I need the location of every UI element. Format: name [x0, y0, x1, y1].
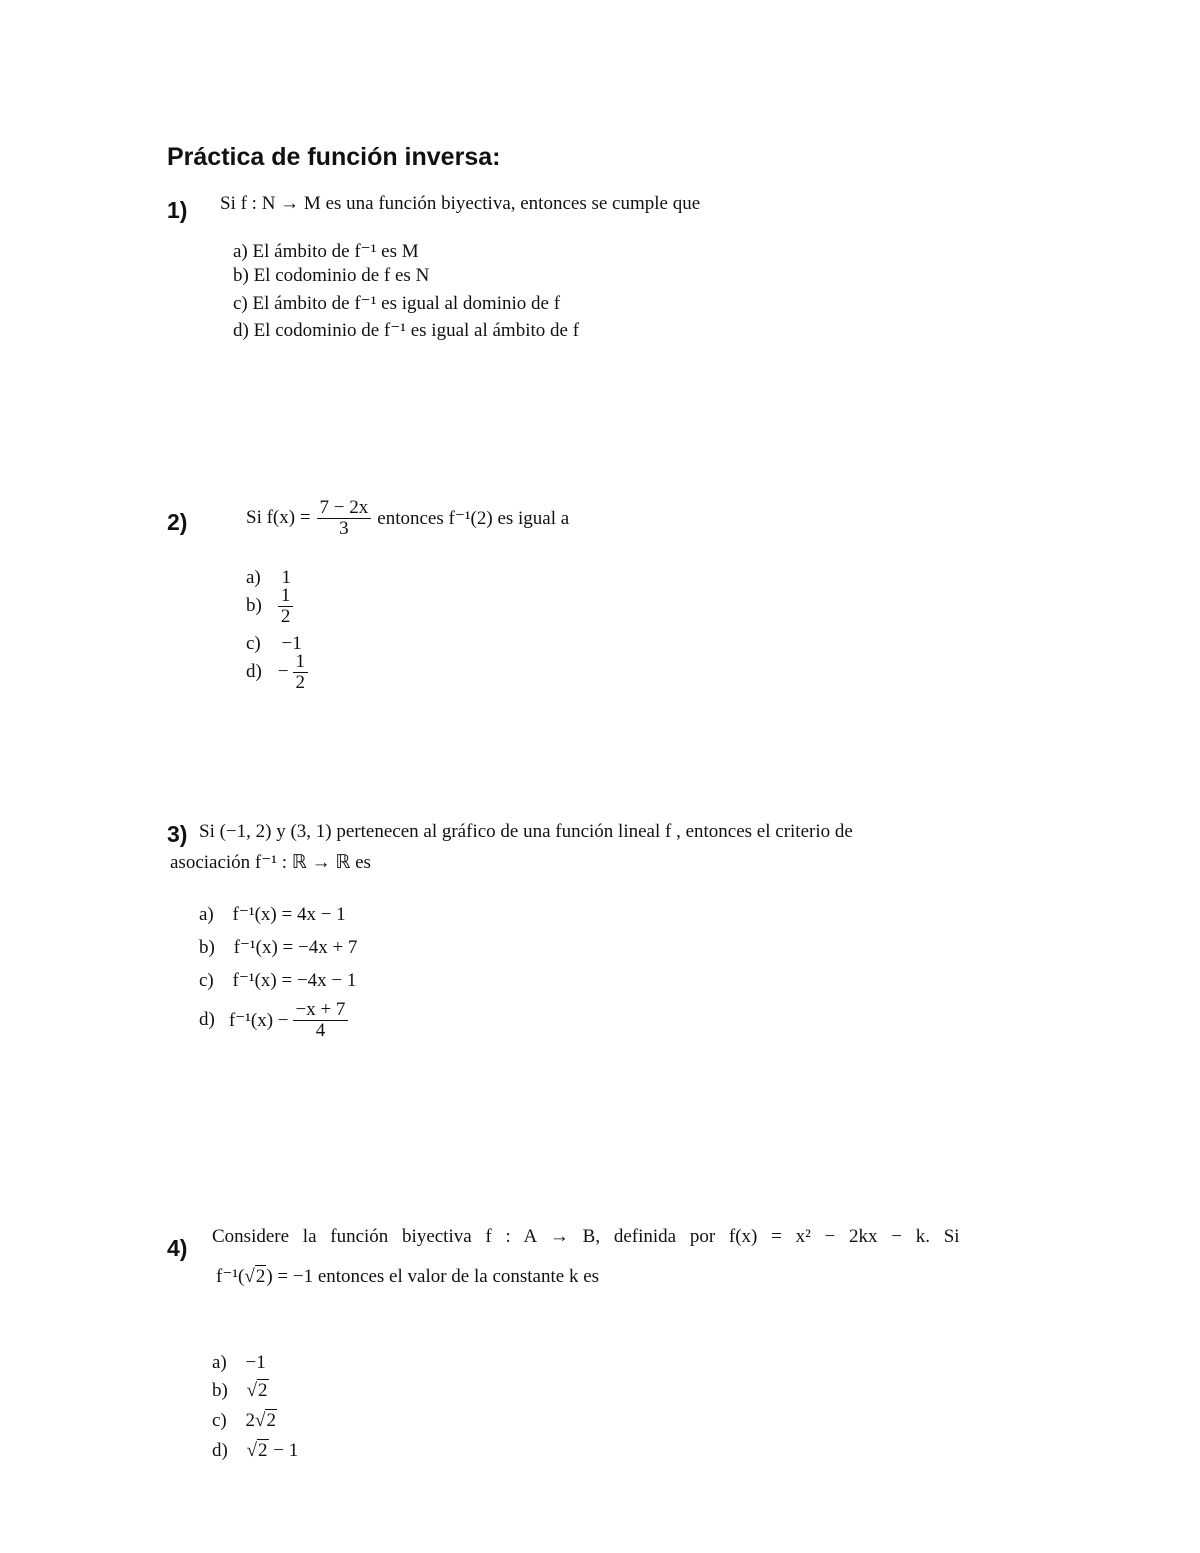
q3-option-b-label: b) — [199, 937, 215, 958]
q4-stem-line2 — [216, 1265, 599, 1288]
q2-option-d-fraction — [293, 652, 309, 693]
q4-option-a-label: a) — [212, 1352, 227, 1373]
q4-option-c-sqrt: √2 — [255, 1410, 276, 1431]
q1-option-c: c) El ámbito de f⁻¹ es igual al dominio de f — [233, 293, 561, 314]
q3-option-d — [199, 1000, 348, 1041]
q4-option-c — [212, 1410, 277, 1432]
q2-option-b-numerator: 1 — [278, 586, 294, 607]
q1-option-d: d) El codominio de f⁻¹ es igual al ámbito de f — [233, 320, 580, 341]
q3-option-a-value: f⁻¹(x) = 4x − 1 — [232, 904, 346, 925]
q2-option-a-value: 1 — [281, 567, 292, 588]
q3-option-a — [199, 903, 346, 926]
q2-option-c-label: c) — [246, 633, 261, 654]
q2-option-d-numerator: 1 — [293, 652, 309, 673]
q4-option-b — [212, 1380, 269, 1402]
q2-option-d-denominator: 2 — [295, 671, 306, 693]
q2-option-b-denominator: 2 — [280, 605, 291, 627]
q4-option-b-radicand: 2 — [258, 1380, 268, 1401]
q4-option-a — [212, 1352, 266, 1374]
q2-option-a-label: a) — [246, 567, 261, 588]
q4-option-c-pre: 2 — [245, 1410, 256, 1431]
q2-option-d-sign: − — [277, 661, 289, 683]
q1-option-b: b) El codominio de f es N — [233, 265, 430, 286]
page-title: Práctica de función inversa: — [167, 143, 501, 171]
q4-option-b-sqrt: √2 — [246, 1380, 268, 1401]
q1-stem: Si f : N → M es una función biyectiva, entonces se cumple que — [220, 193, 701, 214]
q3-number: 3) — [167, 821, 188, 847]
q4-stem-line1: Considere la función biyectiva f : A → B, definida por f(x) = x² − 2kx − k. Si — [212, 1226, 960, 1247]
q1-option-a: a) El ámbito de f⁻¹ es M — [233, 241, 419, 262]
q2-stem-fraction — [317, 498, 372, 539]
q4-option-c-radicand: 2 — [266, 1410, 276, 1431]
q3-option-d-numerator: −x + 7 — [293, 1000, 349, 1021]
q4-option-d-sqrt: √2 — [246, 1440, 268, 1461]
q4-number: 4) — [167, 1235, 188, 1261]
q2-option-d-label: d) — [246, 661, 262, 683]
q3-option-c-value: f⁻¹(x) = −4x − 1 — [232, 970, 357, 991]
q2-option-b — [246, 586, 293, 627]
q2-option-d — [246, 652, 308, 693]
q4-option-d-radicand: 2 — [258, 1440, 268, 1461]
q1-number: 1) — [167, 197, 188, 223]
q3-option-d-label: d) — [199, 1009, 215, 1031]
q2-fraction-denominator: 3 — [339, 517, 349, 539]
q3-stem-line1: Si (−1, 2) y (3, 1) pertenecen al gráfico de una función lineal f , entonces el criterio de — [199, 821, 853, 842]
q3-stem-line2: asociación f⁻¹ : ℝ → ℝ es — [170, 852, 371, 873]
q4-option-d — [212, 1440, 298, 1462]
q4-option-d-label: d) — [212, 1440, 228, 1461]
q4-option-b-label: b) — [212, 1380, 228, 1401]
q3-option-d-pre: f⁻¹(x) − — [228, 1009, 289, 1031]
q4-stem-sqrt: √2 — [244, 1266, 266, 1287]
q3-option-d-fraction — [293, 1000, 349, 1041]
q2-stem-pre: Si f(x) = — [246, 507, 311, 529]
q4-option-d-post: − 1 — [268, 1440, 299, 1461]
q3-option-b — [199, 936, 357, 959]
q2-option-c-value: −1 — [281, 633, 302, 654]
q3-option-d-denominator: 4 — [315, 1019, 326, 1041]
q2-option-b-fraction — [278, 586, 294, 627]
q3-option-a-label: a) — [199, 904, 214, 925]
q4-stem-line2-pre: f⁻¹( — [216, 1266, 245, 1287]
q4-option-c-label: c) — [212, 1410, 227, 1431]
q2-stem — [246, 498, 569, 539]
q4-stem-radicand: 2 — [255, 1266, 266, 1287]
q2-fraction-numerator: 7 − 2x — [317, 498, 372, 519]
q2-option-b-label: b) — [246, 595, 262, 617]
q3-option-c-label: c) — [199, 970, 214, 991]
q3-option-c — [199, 969, 356, 992]
q4-option-a-value: −1 — [245, 1352, 266, 1373]
q4-stem-line2-post: ) = −1 entonces el valor de la constante k es — [266, 1266, 600, 1287]
q3-option-b-value: f⁻¹(x) = −4x + 7 — [233, 937, 358, 958]
q2-number: 2) — [167, 509, 188, 535]
q2-stem-post: entonces f⁻¹(2) es igual a — [377, 507, 570, 529]
